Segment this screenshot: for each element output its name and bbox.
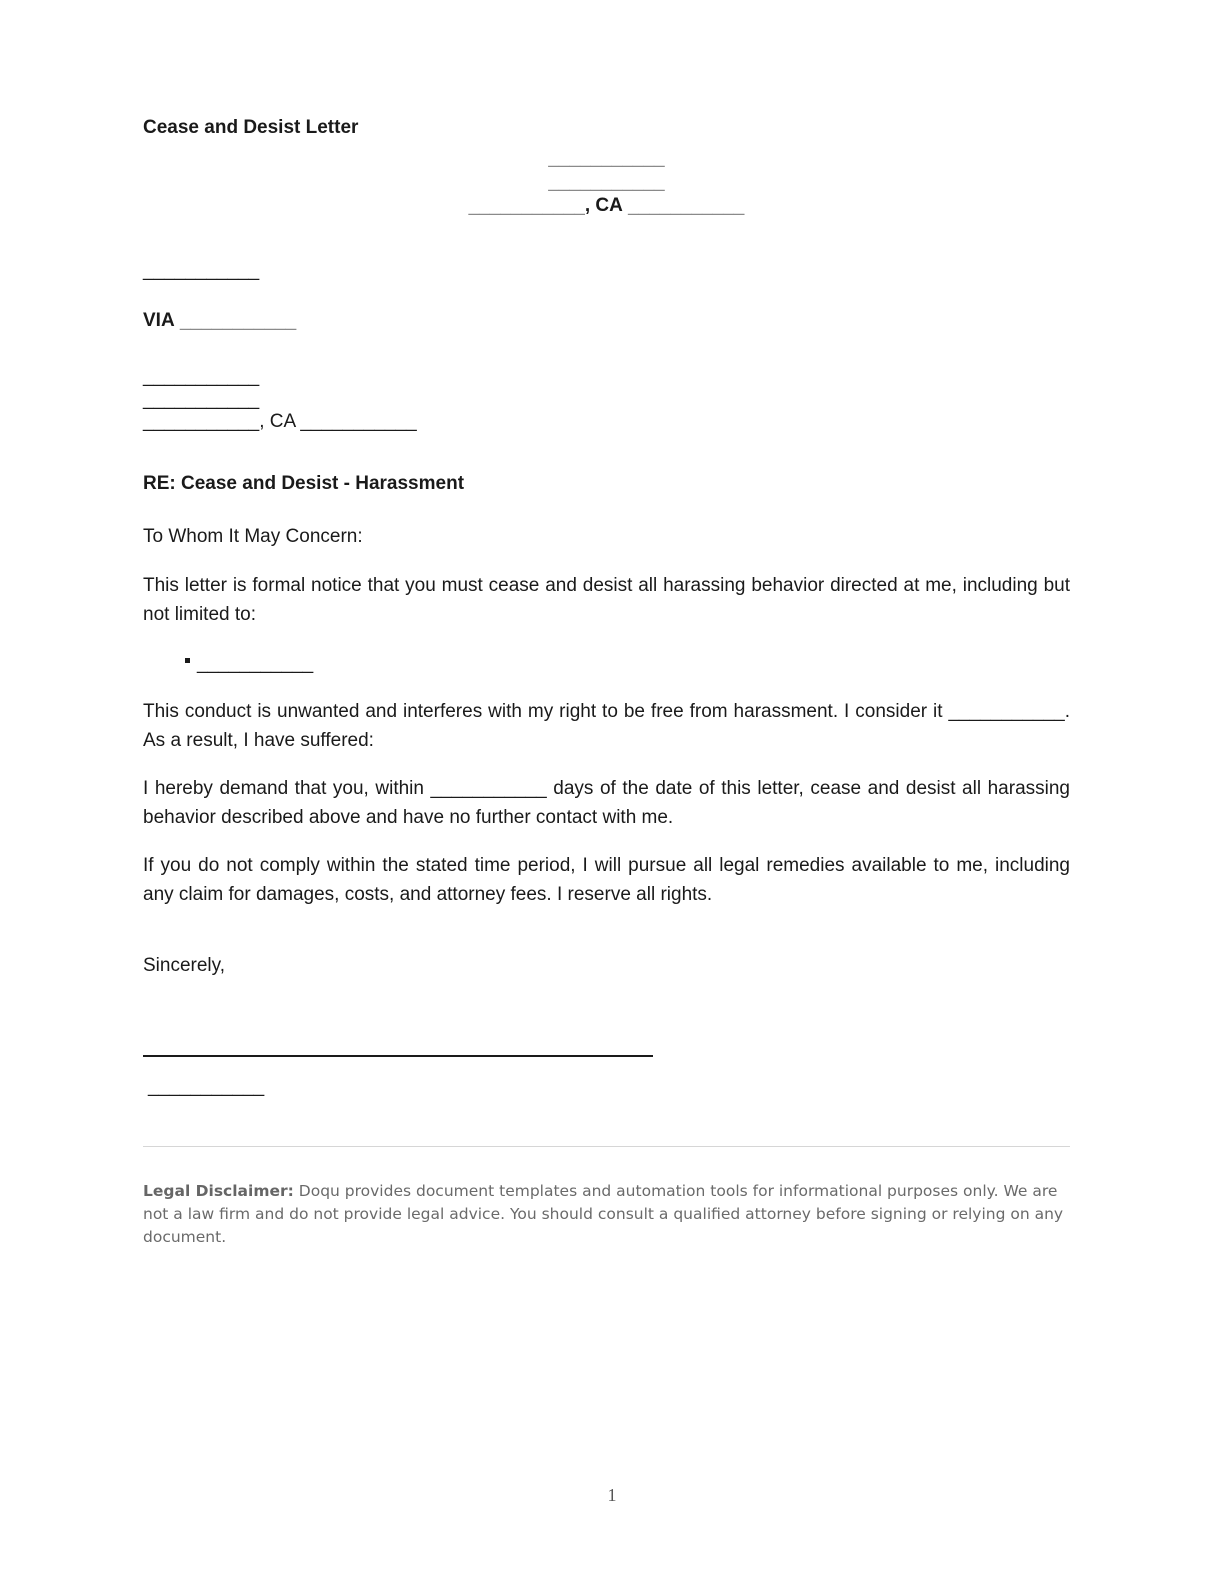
document-title: Cease and Desist Letter xyxy=(143,117,359,138)
sender-line1-blank: ___________ xyxy=(548,147,665,168)
sender-address-line2 xyxy=(143,171,1070,193)
sender-address-line1 xyxy=(143,147,1070,169)
behavior-list-item xyxy=(185,653,313,675)
legal-disclaimer xyxy=(143,1180,1070,1249)
behavior-blank: ___________ xyxy=(197,653,314,674)
recipient-line1: ___________ xyxy=(143,366,260,387)
sender-zip-blank: ___________ xyxy=(628,195,745,216)
signer-name-blank: ___________ xyxy=(148,1076,265,1097)
via-label: VIA xyxy=(143,310,175,331)
sender-line2-blank: ___________ xyxy=(548,171,665,192)
disclaimer-divider xyxy=(143,1146,1070,1147)
sender-state: , CA xyxy=(584,195,623,216)
sender-city-blank: ___________ xyxy=(468,195,585,216)
sender-city-state-zip xyxy=(143,195,1070,217)
page-number: 1 xyxy=(607,1485,617,1505)
closing: Sincerely, xyxy=(143,955,226,976)
recipient-city-state-zip: ___________, CA ___________ xyxy=(143,411,417,432)
demand-paragraph: I hereby demand that you, within ___________ days of the date of this letter, cease and desist all harassing behavior described above and have no further contact with me. xyxy=(143,778,1070,828)
disclaimer-text: Doqu provides document templates and automation tools for informational purposes only. We are not a law firm and do not provide legal advice. You should consult a qualified attorney before signing or relying on any document. xyxy=(143,1182,1064,1246)
conduct-paragraph: This conduct is unwanted and interferes with my right to be free from harassment. I consider it ___________. As a result, I have suffered: xyxy=(143,701,1070,751)
disclaimer-label: Legal Disclaimer: xyxy=(143,1182,294,1200)
via-method-blank: ___________ xyxy=(179,310,297,331)
subject-line: RE: Cease and Desist - Harassment xyxy=(143,473,465,494)
letter-page xyxy=(143,0,1070,1584)
notice-paragraph: This letter is formal notice that you must cease and desist all harassing behavior directed at me, including but not limited to: xyxy=(143,575,1070,625)
recipient-line2: ___________ xyxy=(143,389,260,410)
signature-line xyxy=(143,1055,653,1057)
remedies-paragraph: If you do not comply within the stated time period, I will pursue all legal remedies available to me, including any claim for damages, costs, and attorney fees. I reserve all rights. xyxy=(143,855,1070,905)
salutation: To Whom It May Concern: xyxy=(143,526,363,547)
delivery-method xyxy=(143,310,296,332)
bullet-icon xyxy=(185,658,190,663)
date-blank: ___________ xyxy=(143,260,260,281)
